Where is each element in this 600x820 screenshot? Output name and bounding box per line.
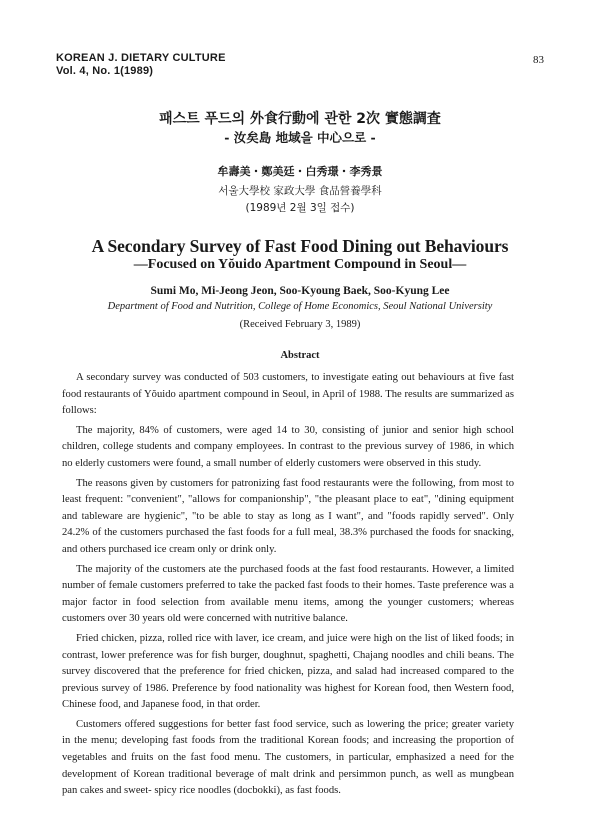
korean-subtitle: - 汝矣島 地域을 中心으로 - [224, 130, 376, 145]
journal-name: KOREAN J. DIETARY CULTURE [56, 52, 226, 64]
abstract-paragraph: A secondary survey was conducted of 503 customers, to investigate eating out behaviours at five fast food restaurants of Yŏuido apartment compound in Seoul, in April of 1988. The results are summarized as follows: [62, 372, 514, 417]
volume-info: Vol. 4, No. 1(1989) [56, 65, 154, 77]
abstract-paragraph: The majority, 84% of customers, were aged 14 to 30, consisting of junior and senior high school children, college students and company employees. In contrast to the previous survey of 1986, in which no elderly customers were found, a small number of elderly customers were observed in this study. [62, 424, 514, 469]
english-department: Department of Food and Nutrition, College of Home Economics, Seoul National University [107, 301, 493, 312]
english-title: A Secondary Survey of Fast Food Dining out Behaviours [91, 236, 509, 256]
abstract-paragraph: The majority of the customers ate the purchased foods at the fast food restaurants. However, a limited number of female customers preferred to take the packed fast foods to their homes. Taste preference was a major factor in food selection from available menu items, among the younger customers; whereas customers over 30 years old were concerned with nutritive balance. [62, 563, 514, 625]
english-received-date: (Received February 3, 1989) [239, 319, 361, 330]
abstract-paragraph: The reasons given by customers for patronizing fast food restaurants were the following, from most to least frequent: "convenient", "allows for companionship", "the pleasant place to eat", "dining equipment and tableware are hygienic", "to be able to stay as long as I want", and "foods rapidly served". Only 24.2% of the customers purchased the fast foods for a full meal, 38.3% purchased the foods for snacking, and others purchased ice cream only or drink only. [62, 477, 514, 555]
journal-header [56, 52, 226, 78]
english-subtitle: —Focused on Yŏuido Apartment Compound in Seoul— [133, 257, 467, 272]
english-authors: Sumi Mo, Mi-Jeong Jeon, Soo-Kyoung Baek, Soo-Kyung Lee [150, 285, 450, 297]
korean-authors: 牟壽美・鄭美廷・白秀璟・李秀景 [217, 165, 383, 178]
abstract-body [62, 370, 514, 803]
korean-title: 패스트 푸드의 外食行動에 관한 2次 實態調査 [159, 111, 441, 127]
korean-affiliation: 서울大學校 家政大學 食品營養學科 [218, 185, 382, 197]
abstract-heading: Abstract [280, 350, 320, 361]
abstract-paragraph: Customers offered suggestions for better fast food service, such as lowering the price; greater variety in the menu; developing fast foods from the traditional Korean foods; and increasing the proportion of vegetables and fruits on the fast food menu. The customers, in particular, emphasized a need for the development of Korean traditional beverage of malt drink and persimmon punch, as well as mungbean pan cakes and sweet- spicy rice noodles (docbokki), as fast foods. [62, 718, 514, 797]
abstract-paragraph: Fried chicken, pizza, rolled rice with laver, ice cream, and juice were high on the list of liked foods; in contrast, lower preference was for fish burger, doughnut, spaghetti, Chajang noodles and chili beans. The survey discovered that the preference for fried chicken, pizza, and salad had increased compared to the previous survey of 1986. Preference by food nationality was highest for Korean food, then Western food, Chinese food, and Japanese food, in that order. [62, 632, 514, 711]
page-number: 83 [533, 54, 544, 66]
korean-received-date: (1989년 2월 3일 접수) [245, 202, 355, 214]
